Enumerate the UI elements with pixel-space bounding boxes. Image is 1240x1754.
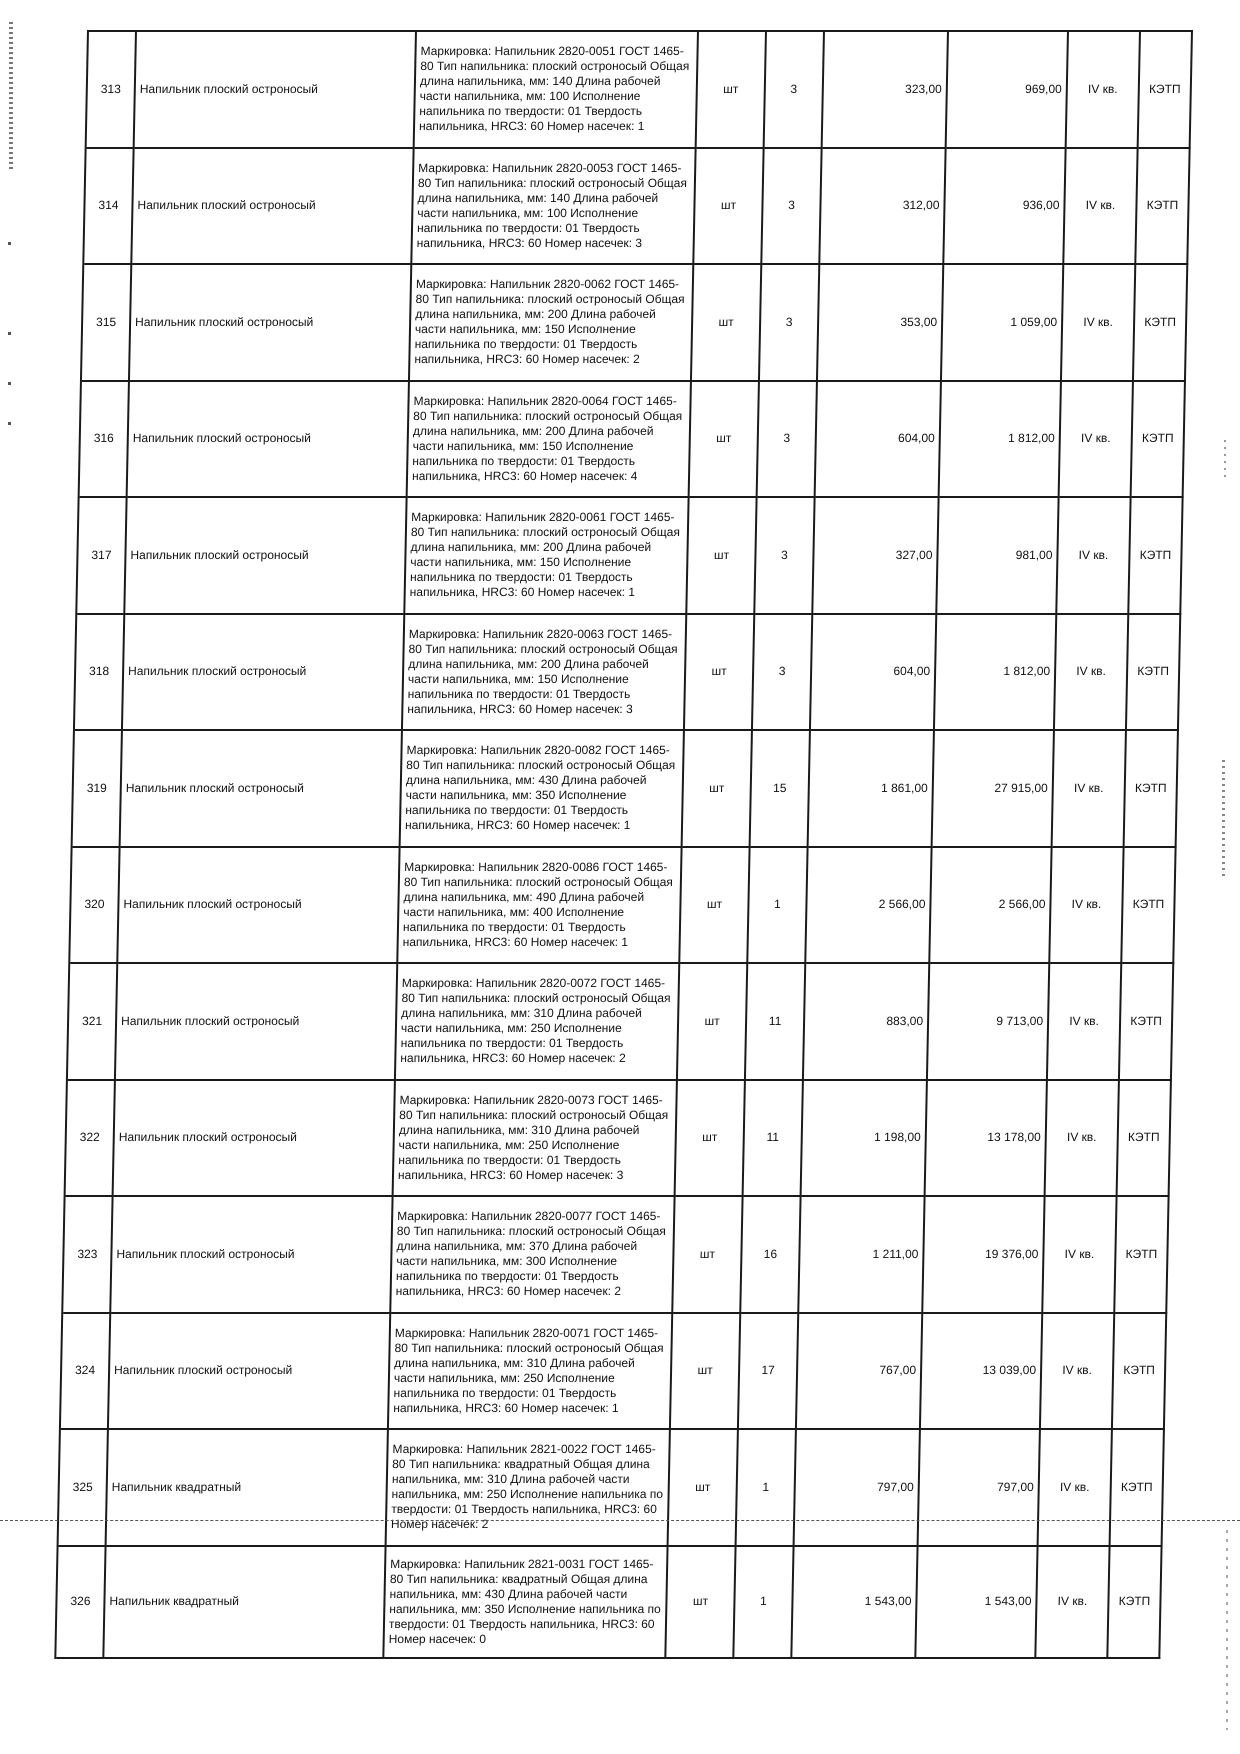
item-quantity: 1 <box>733 1546 793 1658</box>
scan-edge-marks <box>1226 1530 1228 1730</box>
item-description: Маркировка: Напильник 2820-0082 ГОСТ 1465-80 Тип напильника: плоский остроносый Общая длина напильника, мм: 430 Длина рабочей части напильника, мм: 350 Исполнение напильника по твердости: 01 Твердость напильника, HRC3: 60 Номер насечек: 1 <box>400 730 684 847</box>
item-term: IV кв. <box>1035 1546 1109 1658</box>
item-name: Напильник плоский остроносый <box>120 730 402 847</box>
item-price: 604,00 <box>815 381 941 498</box>
row-number: 316 <box>79 381 129 498</box>
item-org: КЭТП <box>1114 1196 1168 1313</box>
item-price: 1 543,00 <box>791 1546 917 1658</box>
item-sum: 9 713,00 <box>927 963 1049 1080</box>
margin-dot <box>8 422 11 425</box>
row-gutter <box>36 497 78 614</box>
table-row <box>25 1080 1171 1197</box>
procurement-table <box>15 30 1193 1659</box>
item-unit: шт <box>684 614 754 731</box>
item-description: Маркировка: Напильник 2820-0061 ГОСТ 1465-80 Тип напильника: плоский остроносый Общая длина напильника, мм: 200 Длина рабочей части напильника, мм: 150 Исполнение напильника по твердости: 01 Твердость напильника, HRC3: 60 Номер насечек: 1 <box>404 497 688 614</box>
item-description: Маркировка: Напильник 2820-0072 ГОСТ 1465-80 Тип напильника: плоский остроносый Общая длина напильника, мм: 310 Длина рабочей части напильника, мм: 250 Исполнение напильника по твердости: 01 Твердость напильника, HRC3: 60 Номер насечек: 2 <box>395 963 679 1080</box>
item-quantity: 17 <box>738 1313 798 1430</box>
table-row <box>18 1429 1164 1546</box>
item-name: Напильник плоский остроносый <box>110 1196 392 1313</box>
item-sum: 27 915,00 <box>932 730 1054 847</box>
item-quantity: 11 <box>745 963 805 1080</box>
item-unit: шт <box>670 1313 740 1430</box>
item-name: Напильник плоский остроносый <box>108 1313 390 1430</box>
row-number: 313 <box>86 31 136 148</box>
item-unit: шт <box>677 963 747 1080</box>
item-description: Маркировка: Напильник 2820-0077 ГОСТ 1465-80 Тип напильника: плоский остроносый Общая длина напильника, мм: 370 Длина рабочей части напильника, мм: 300 Исполнение напильника по твердости: 01 Твердость напильника, HRC3: 60 Номер насечек: 2 <box>390 1196 674 1313</box>
item-unit: шт <box>675 1080 745 1197</box>
item-sum: 1 543,00 <box>915 1546 1037 1658</box>
item-term: IV кв. <box>1059 381 1133 498</box>
item-unit: шт <box>686 497 756 614</box>
item-price: 353,00 <box>817 264 943 381</box>
item-unit: шт <box>689 381 759 498</box>
row-gutter <box>25 1080 67 1197</box>
item-name: Напильник плоский остроносый <box>134 31 416 148</box>
item-price: 797,00 <box>794 1429 920 1546</box>
table-row <box>15 1546 1161 1658</box>
item-quantity: 15 <box>750 730 810 847</box>
item-org: КЭТП <box>1126 614 1180 731</box>
item-description: Маркировка: Напильник 2820-0086 ГОСТ 1465-80 Тип напильника: плоский остроносый Общая длина напильника, мм: 490 Длина рабочей части напильника, мм: 400 Исполнение напильника по твердости: 01 Твердость напильника, HRC3: 60 Номер насечек: 1 <box>397 847 681 964</box>
item-price: 604,00 <box>810 614 936 731</box>
item-description: Маркировка: Напильник 2821-0031 ГОСТ 1465-80 Тип напильника: квадратный Общая длина напильника, мм: 430 Длина рабочей части напильника, мм: 350 Исполнение напильника по твердости: 01 Твердость напильника, HRC3: 60 Номер насечек: 0 <box>383 1546 667 1658</box>
item-sum: 969,00 <box>946 31 1068 148</box>
row-number: 322 <box>65 1080 115 1197</box>
item-name: Напильник плоский остроносый <box>127 381 409 498</box>
item-term: IV кв. <box>1045 1080 1119 1197</box>
margin-dot <box>8 382 11 385</box>
margin-scan-text <box>9 22 13 172</box>
table-row <box>34 614 1180 731</box>
item-sum: 936,00 <box>943 148 1065 265</box>
item-org: КЭТП <box>1131 381 1185 498</box>
item-quantity: 1 <box>747 847 807 964</box>
table-row <box>36 497 1182 614</box>
item-sum: 1 812,00 <box>934 614 1056 731</box>
item-price: 1 211,00 <box>798 1196 924 1313</box>
row-gutter <box>39 381 81 498</box>
item-sum: 797,00 <box>918 1429 1040 1546</box>
row-gutter <box>15 1546 57 1658</box>
item-unit: шт <box>693 148 763 265</box>
row-gutter <box>34 614 76 731</box>
item-price: 883,00 <box>803 963 929 1080</box>
item-quantity: 3 <box>752 614 812 731</box>
row-gutter <box>20 1313 62 1430</box>
scan-edge-marks <box>1224 440 1226 480</box>
item-sum: 981,00 <box>936 497 1058 614</box>
item-unit: шт <box>665 1546 735 1658</box>
item-description: Маркировка: Напильник 2820-0064 ГОСТ 1465-80 Тип напильника: плоский остроносый Общая длина напильника, мм: 200 Длина рабочей части напильника, мм: 150 Исполнение напильника по твердости: 01 Твердость напильника, HRC3: 60 Номер насечек: 4 <box>407 381 691 498</box>
table-row <box>39 381 1185 498</box>
item-term: IV кв. <box>1049 847 1123 964</box>
item-quantity: 3 <box>761 148 821 265</box>
item-org: КЭТП <box>1128 497 1182 614</box>
item-quantity: 16 <box>740 1196 800 1313</box>
row-gutter <box>46 31 88 148</box>
item-name: Напильник плоский остроносый <box>117 847 399 964</box>
item-unit: шт <box>679 847 749 964</box>
item-unit: шт <box>696 31 766 148</box>
table-row <box>22 1196 1168 1313</box>
item-unit: шт <box>691 264 761 381</box>
item-quantity: 1 <box>736 1429 796 1546</box>
row-number: 314 <box>83 148 133 265</box>
item-term: IV кв. <box>1054 614 1128 731</box>
item-sum: 13 039,00 <box>920 1313 1042 1430</box>
item-term: IV кв. <box>1040 1313 1114 1430</box>
item-price: 312,00 <box>819 148 945 265</box>
item-org: КЭТП <box>1107 1546 1161 1658</box>
scan-fold-line <box>0 1520 1240 1521</box>
row-number: 318 <box>74 614 124 731</box>
item-org: КЭТП <box>1121 847 1175 964</box>
item-description: Маркировка: Напильник 2820-0053 ГОСТ 1465-80 Тип напильника: плоский остроносый Общая длина напильника, мм: 140 Длина рабочей части напильника, мм: 100 Исполнение напильника по твердости: 01 Твердость напильника, HRC3: 60 Номер насечек: 3 <box>411 148 695 265</box>
scan-edge-marks <box>1222 760 1225 880</box>
item-name: Напильник плоский остроносый <box>131 148 413 265</box>
item-term: IV кв. <box>1038 1429 1112 1546</box>
item-org: КЭТП <box>1124 730 1178 847</box>
item-description: Маркировка: Напильник 2820-0071 ГОСТ 1465-80 Тип напильника: плоский остроносый Общая длина напильника, мм: 310 Длина рабочей части напильника, мм: 250 Исполнение напильника по твердости: 01 Твердость напильника, HRC3: 60 Номер насечек: 1 <box>388 1313 672 1430</box>
item-term: IV кв. <box>1063 148 1137 265</box>
row-number: 321 <box>67 963 117 1080</box>
row-number: 315 <box>81 264 131 381</box>
item-org: КЭТП <box>1117 1080 1171 1197</box>
item-description: Маркировка: Напильник 2821-0022 ГОСТ 1465-80 Тип напильника: квадратный Общая длина напильника, мм: 310 Длина рабочей части напильника, мм: 250 Исполнение напильника по твердости: 01 Твердость напильника, HRC3: 60 Номер насечек: 2 <box>386 1429 670 1546</box>
row-number: 324 <box>60 1313 110 1430</box>
row-gutter <box>32 730 74 847</box>
margin-dot <box>8 242 11 245</box>
item-term: IV кв. <box>1061 264 1135 381</box>
item-sum: 2 566,00 <box>929 847 1051 964</box>
item-price: 2 566,00 <box>805 847 931 964</box>
table-row <box>43 148 1189 265</box>
item-quantity: 11 <box>743 1080 803 1197</box>
item-org: КЭТП <box>1135 148 1189 265</box>
item-name: Напильник квадратный <box>103 1546 385 1658</box>
item-price: 327,00 <box>812 497 938 614</box>
item-name: Напильник плоский остроносый <box>124 497 406 614</box>
item-description: Маркировка: Напильник 2820-0051 ГОСТ 1465-80 Тип напильника: плоский остроносый Общая длина напильника, мм: 140 Длина рабочей части напильника, мм: 100 Исполнение напильника по твердости: 01 Твердость напильника, HRC3: 60 Номер насечек: 1 <box>414 31 698 148</box>
item-price: 1 861,00 <box>808 730 934 847</box>
item-sum: 19 376,00 <box>922 1196 1044 1313</box>
row-number: 323 <box>62 1196 112 1313</box>
item-org: КЭТП <box>1138 31 1192 148</box>
item-sum: 1 812,00 <box>939 381 1061 498</box>
row-number: 317 <box>76 497 126 614</box>
margin-dot <box>8 332 11 335</box>
item-quantity: 3 <box>759 264 819 381</box>
item-price: 1 198,00 <box>801 1080 927 1197</box>
item-price: 323,00 <box>822 31 948 148</box>
row-gutter <box>22 1196 64 1313</box>
item-quantity: 3 <box>754 497 814 614</box>
item-unit: шт <box>672 1196 742 1313</box>
item-description: Маркировка: Напильник 2820-0063 ГОСТ 1465-80 Тип напильника: плоский остроносый Общая длина напильника, мм: 200 Длина рабочей части напильника, мм: 150 Исполнение напильника по твердости: 01 Твердость напильника, HRC3: 60 Номер насечек: 3 <box>402 614 686 731</box>
table-row <box>29 847 1175 964</box>
item-quantity: 3 <box>764 31 824 148</box>
item-term: IV кв. <box>1066 31 1140 148</box>
item-name: Напильник плоский остроносый <box>115 963 397 1080</box>
item-description: Маркировка: Напильник 2820-0062 ГОСТ 1465-80 Тип напильника: плоский остроносый Общая длина напильника, мм: 200 Длина рабочей части напильника, мм: 150 Исполнение напильника по твердости: 01 Твердость напильника, HRC3: 60 Номер насечек: 2 <box>409 264 693 381</box>
row-number: 326 <box>55 1546 105 1658</box>
item-unit: шт <box>668 1429 738 1546</box>
row-gutter <box>18 1429 60 1546</box>
item-sum: 13 178,00 <box>925 1080 1047 1197</box>
item-term: IV кв. <box>1056 497 1130 614</box>
item-org: КЭТП <box>1119 963 1173 1080</box>
item-name: Напильник плоский остроносый <box>122 614 404 731</box>
item-term: IV кв. <box>1052 730 1126 847</box>
item-name: Напильник плоский остроносый <box>113 1080 395 1197</box>
item-unit: шт <box>682 730 752 847</box>
table-row <box>20 1313 1166 1430</box>
item-sum: 1 059,00 <box>941 264 1063 381</box>
row-gutter <box>29 847 71 964</box>
table-row <box>32 730 1178 847</box>
row-gutter <box>27 963 69 1080</box>
row-gutter <box>43 148 85 265</box>
margin-marks <box>6 2 16 442</box>
item-name: Напильник квадратный <box>106 1429 388 1546</box>
item-quantity: 3 <box>757 381 817 498</box>
item-term: IV кв. <box>1042 1196 1116 1313</box>
table-row <box>41 264 1187 381</box>
row-gutter <box>41 264 83 381</box>
row-number: 325 <box>58 1429 108 1546</box>
table-row <box>27 963 1173 1080</box>
item-price: 767,00 <box>796 1313 922 1430</box>
item-term: IV кв. <box>1047 963 1121 1080</box>
item-org: КЭТП <box>1112 1313 1166 1430</box>
row-number: 320 <box>69 847 119 964</box>
item-org: КЭТП <box>1110 1429 1164 1546</box>
table-row <box>46 31 1192 148</box>
item-name: Напильник плоский остроносый <box>129 264 411 381</box>
row-number: 319 <box>72 730 122 847</box>
item-org: КЭТП <box>1133 264 1187 381</box>
item-description: Маркировка: Напильник 2820-0073 ГОСТ 1465-80 Тип напильника: плоский остроносый Общая длина напильника, мм: 310 Длина рабочей части напильника, мм: 250 Исполнение напильника по твердости: 01 Твердость напильника, HRC3: 60 Номер насечек: 3 <box>393 1080 677 1197</box>
